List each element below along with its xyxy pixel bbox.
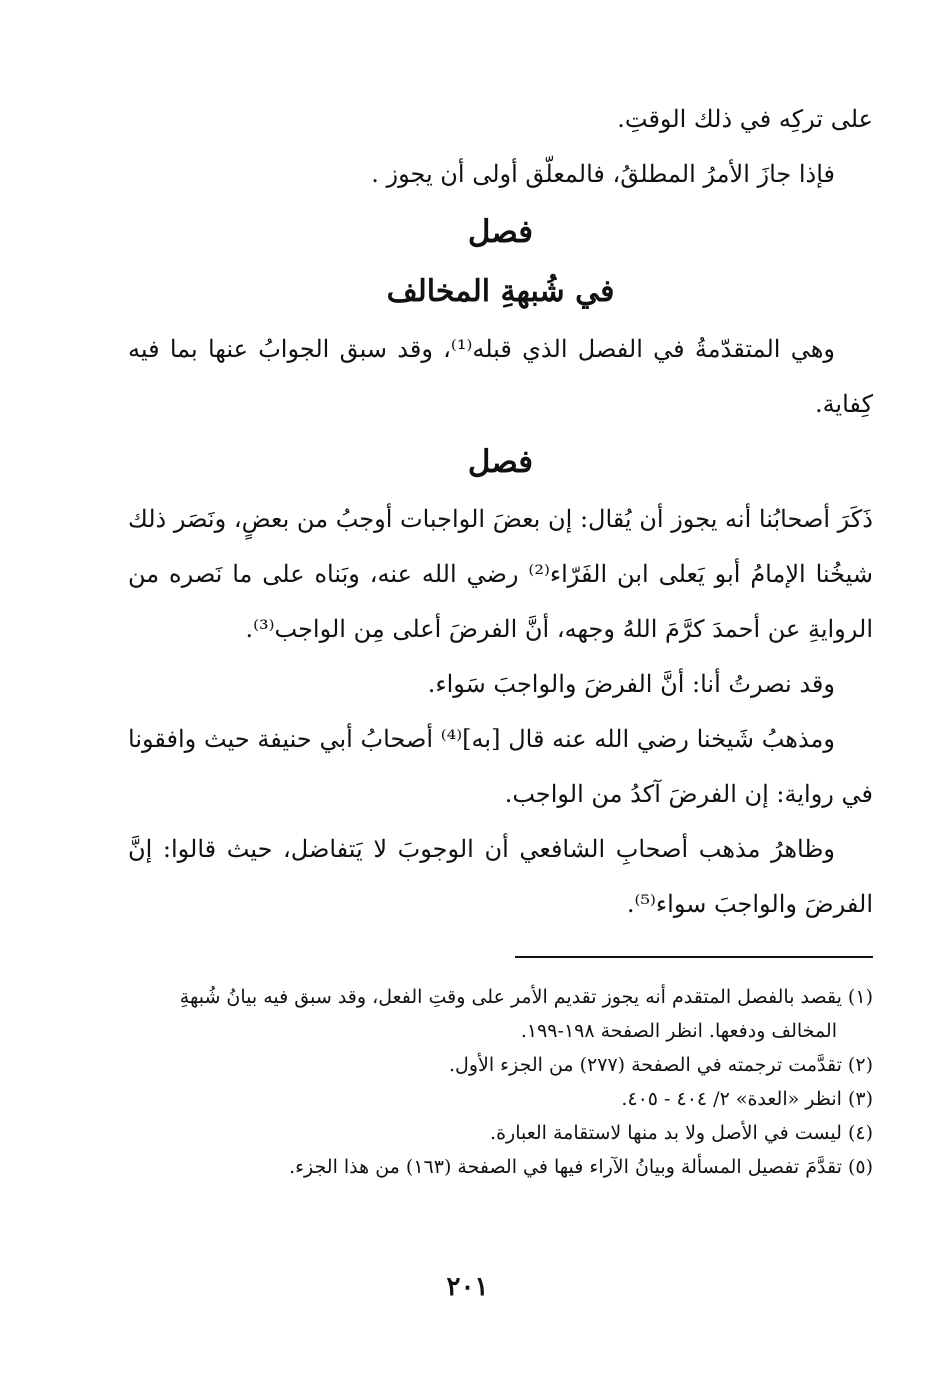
footnote-separator xyxy=(515,956,873,958)
paragraph-3: وهي المتقدّمةُ في الفصل الذي قبله⁽¹⁾، وقد سبق الجوابُ عنها بما فيه كِفاية. xyxy=(128,335,873,418)
paragraph-2: فإذا جازَ الأمرُ المطلقُ، فالمعلّق أولى أن يجوز . xyxy=(371,160,835,188)
main-text xyxy=(128,92,873,932)
section-heading-2: فصل xyxy=(467,444,534,480)
footnote-1: (١) يقصد بالفصل المتقدم أنه يجوز تقديم الأمر على وقتِ الفعل، وقد سبق فيه بيانُ شُبهةِ xyxy=(179,986,873,1008)
section-subheading: في شُبهةِ المخالف xyxy=(386,274,615,309)
section-heading-1: فصل xyxy=(467,214,534,250)
footnote-3: (٣) انظر «العدة» ٢/ ٤٠٤ - ٤٠٥. xyxy=(621,1088,873,1110)
footnote-5: (٥) تقدَّمَ تفصيل المسألة وبيانُ الآراء فيها في الصفحة (١٦٣) من هذا الجزء. xyxy=(289,1156,873,1178)
paragraph-4: ذَكَرَ أصحابُنا أنه يجوز أن يُقال: إن بعضَ الواجبات أوجبُ من بعضٍ، ونَصَر ذلك شيخُنا الإمامُ أبو يَعلى ابن الفَرّاء⁽²⁾ رضي الله عنه، وبَناه على ما نَصره من الروايةِ عن أحمدَ كرَّمَ اللهُ وجهه، أنَّ الفرضَ أعلى مِن الواجب⁽³⁾. xyxy=(128,505,873,643)
footnote-4: (٤) ليست في الأصل ولا بد منها لاستقامة العبارة. xyxy=(490,1122,873,1144)
paragraph-6: ومذهبُ شَيخنا رضي الله عنه قال [به]⁽⁴⁾ أصحابُ أبي حنيفة حيث وافقونا في رواية: إن الفرضَ آكدُ من الواجب. xyxy=(128,725,873,808)
footnote-2: (٢) تقدَّمت ترجمته في الصفحة (٢٧٧) من الجزء الأول. xyxy=(448,1054,873,1076)
paragraph-7: وظاهرُ مذهب أصحابِ الشافعي أن الوجوبَ لا يَتفاضل، حيث قالوا: إنَّ الفرضَ والواجبَ سواء⁽⁵⁾. xyxy=(128,835,873,918)
paragraph-1: على تركِه في ذلك الوقتِ. xyxy=(617,105,873,133)
footnote-1-continuation: المخالف ودفعها. انظر الصفحة ١٩٨-١٩٩. xyxy=(520,1020,837,1042)
page-number: ٢٠١ xyxy=(446,1272,489,1302)
footnotes xyxy=(128,980,873,1184)
paragraph-5: وقد نصرتُ أنا: أنَّ الفرضَ والواجبَ سَواء. xyxy=(427,670,835,698)
